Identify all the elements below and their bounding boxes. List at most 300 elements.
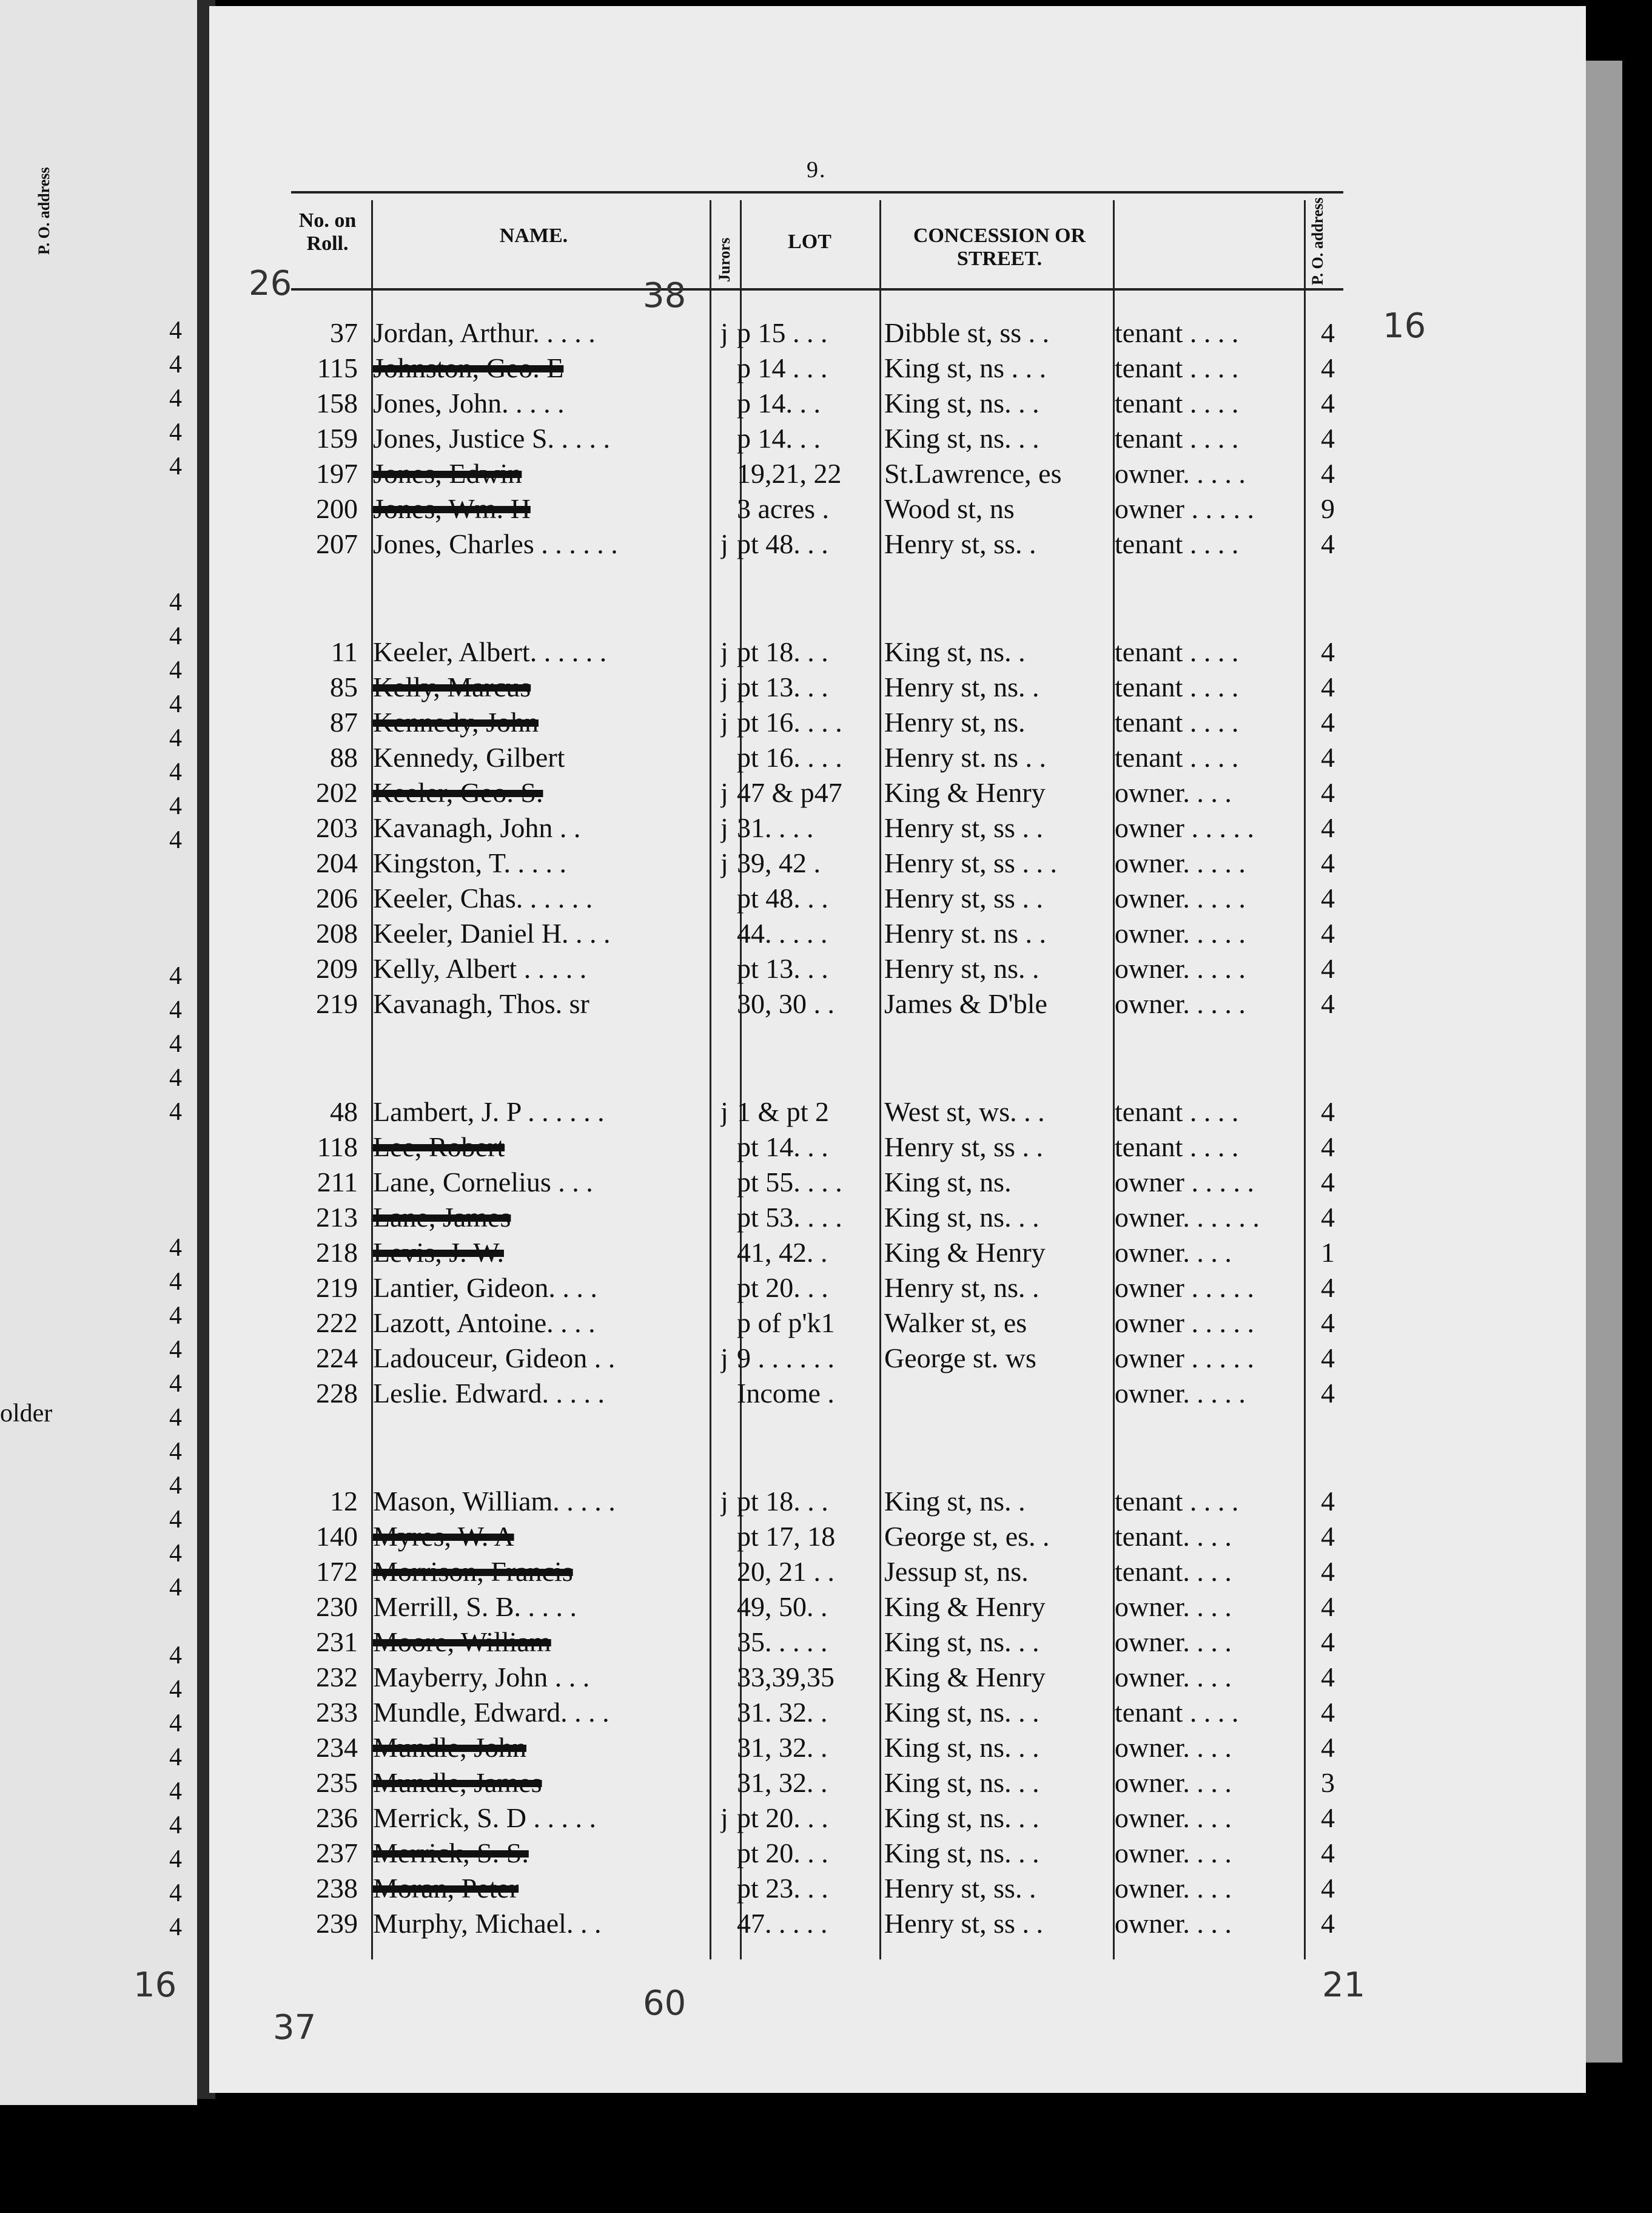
concession-cell: Henry st, ss . . <box>884 812 1043 843</box>
status-cell: owner. . . . <box>1115 1732 1232 1763</box>
po-address-cell: 4 <box>1321 1556 1335 1587</box>
lot-cell: p 14. . . <box>737 388 821 419</box>
po-address-cell: 4 <box>1321 1662 1335 1693</box>
status-cell: owner . . . . . <box>1115 1342 1254 1373</box>
status-cell: tenant . . . . <box>1115 742 1239 773</box>
roll-number-cell: 219 <box>316 988 358 1019</box>
table-row <box>0 1305 1395 1341</box>
concession-cell: King & Henry <box>884 1662 1046 1693</box>
status-cell: tenant . . . . <box>1115 388 1239 419</box>
po-address-cell: 4 <box>1321 1378 1335 1409</box>
name-cell: Mundle, Edward. . . . <box>373 1697 609 1728</box>
roll-number-cell: 233 <box>316 1697 358 1728</box>
table-row <box>0 881 1395 916</box>
po-address-cell: 4 <box>1321 1342 1335 1373</box>
table-row <box>0 491 1395 527</box>
status-cell: tenant . . . . <box>1115 1486 1239 1517</box>
table-row <box>0 670 1395 705</box>
lot-cell: 19,21, 22 <box>737 458 842 489</box>
name-cell: Jones, Charles . . . . . . <box>373 528 618 559</box>
lot-cell: 47 & p47 <box>737 777 842 808</box>
table-row <box>0 1484 1395 1519</box>
concession-cell: King st, ns. . . <box>884 1837 1039 1868</box>
concession-cell: King st, ns. <box>884 1167 1012 1197</box>
left-po-value: 4 <box>169 317 182 345</box>
table-row <box>0 456 1395 491</box>
concession-cell: Wood st, ns <box>884 493 1015 524</box>
roll-number-cell: 88 <box>330 742 358 773</box>
table-row <box>0 1800 1395 1836</box>
status-cell: owner. . . . <box>1115 777 1232 808</box>
concession-cell: Jessup st, ns. <box>884 1556 1029 1587</box>
name-cell: Mayberry, John . . . <box>373 1662 590 1693</box>
status-cell: tenant . . . . <box>1115 528 1239 559</box>
left-po-value: 4 <box>169 588 182 616</box>
name-cell: Jordan, Arthur. . . . . <box>373 317 596 348</box>
po-address-cell: 4 <box>1321 1486 1335 1517</box>
header-bottom-rule <box>291 288 1343 291</box>
po-address-cell: 4 <box>1321 1591 1335 1622</box>
lot-cell: 20, 21 . . <box>737 1556 834 1587</box>
status-cell: owner. . . . . <box>1115 458 1246 489</box>
table-row <box>0 1519 1395 1554</box>
roll-number-cell: 159 <box>316 423 358 454</box>
roll-number-cell: 231 <box>316 1626 358 1657</box>
left-po-value: 4 <box>169 1370 182 1398</box>
status-cell: owner. . . . <box>1115 1626 1232 1657</box>
po-address-cell: 4 <box>1321 1802 1335 1833</box>
concession-cell: King & Henry <box>884 1591 1046 1622</box>
lot-cell: Income . <box>737 1378 834 1409</box>
lot-cell: pt 16. . . . <box>737 707 842 738</box>
jurors-cell: j <box>720 528 728 559</box>
status-cell: owner . . . . . <box>1115 1272 1254 1303</box>
concession-cell: King & Henry <box>884 1237 1046 1268</box>
name-cell: Ladouceur, Gideon . . <box>373 1342 616 1373</box>
left-po-value: 4 <box>169 1811 182 1839</box>
po-address-cell: 4 <box>1321 528 1335 559</box>
po-address-cell: 4 <box>1321 636 1335 667</box>
name-cell: Lazott, Antoine. . . . <box>373 1307 596 1338</box>
roll-number-cell: 239 <box>316 1908 358 1939</box>
table-row <box>0 1554 1395 1589</box>
status-cell: tenant . . . . <box>1115 707 1239 738</box>
concession-cell: Henry st. ns . . <box>884 742 1047 773</box>
jurors-cell: j <box>720 1342 728 1373</box>
status-cell: owner . . . . . <box>1115 1307 1254 1338</box>
concession-cell: Henry st, ss. . <box>884 528 1036 559</box>
table-row <box>0 1625 1395 1660</box>
handwritten-mark: 26 <box>249 264 292 303</box>
table-row <box>0 1906 1395 1941</box>
lot-cell: 31. . . . <box>737 812 814 843</box>
name-cell: Leslie. Edward. . . . . <box>373 1378 605 1409</box>
concession-cell: King st, ns. . . <box>884 1802 1039 1833</box>
header-top-rule <box>291 191 1343 194</box>
table-row <box>0 986 1395 1022</box>
concession-cell: Henry st. ns . . <box>884 918 1047 949</box>
status-cell: owner . . . . . <box>1115 1167 1254 1197</box>
left-po-value: 4 <box>169 351 182 379</box>
status-cell: tenant . . . . <box>1115 423 1239 454</box>
left-po-value: 4 <box>169 1438 182 1466</box>
table-row <box>0 1660 1395 1695</box>
status-cell: owner. . . . <box>1115 1802 1232 1833</box>
page-edge <box>1586 61 1622 2063</box>
po-address-cell: 4 <box>1321 423 1335 454</box>
name-cell: Lambert, J. P . . . . . . <box>373 1096 605 1127</box>
roll-number-cell: 230 <box>316 1591 358 1622</box>
status-cell: owner. . . . <box>1115 1662 1232 1693</box>
status-cell: owner. . . . <box>1115 1837 1232 1868</box>
po-address-cell: 4 <box>1321 1272 1335 1303</box>
roll-number-cell: 87 <box>330 707 358 738</box>
lot-cell: 31. 32. . <box>737 1697 828 1728</box>
po-address-cell: 4 <box>1321 1131 1335 1162</box>
name-cell: Keeler, Albert. . . . . . <box>373 636 607 667</box>
left-po-value: 4 <box>169 1472 182 1500</box>
lot-cell: pt 53. . . . <box>737 1202 842 1233</box>
concession-cell: King st, ns. . . <box>884 423 1039 454</box>
roll-number-cell: 11 <box>331 636 358 667</box>
lot-cell: 1 & pt 2 <box>737 1096 830 1127</box>
concession-cell: George st, es. . <box>884 1521 1050 1552</box>
handwritten-mark: 16 <box>133 1965 177 2005</box>
po-address-cell: 4 <box>1321 1697 1335 1728</box>
status-cell: owner. . . . . <box>1115 918 1246 949</box>
status-cell: tenant . . . . <box>1115 1096 1239 1127</box>
po-address-cell: 4 <box>1321 317 1335 348</box>
jurors-cell: j <box>720 317 728 348</box>
po-address-cell: 4 <box>1321 1167 1335 1197</box>
table-row <box>0 846 1395 881</box>
concession-cell: King st, ns . . . <box>884 352 1047 383</box>
table-row <box>0 386 1395 421</box>
table-row <box>0 1130 1395 1165</box>
table-row <box>0 1695 1395 1730</box>
roll-number-cell: 115 <box>317 352 358 383</box>
jurors-cell: j <box>720 812 728 843</box>
name-cell: Lane, James <box>373 1202 511 1233</box>
po-address-cell: 4 <box>1321 707 1335 738</box>
roll-number-cell: 206 <box>316 883 358 914</box>
left-po-value: 4 <box>169 1676 182 1703</box>
roll-number-cell: 219 <box>316 1272 358 1303</box>
concession-cell: King st, ns. . . <box>884 1697 1039 1728</box>
po-address-cell: 4 <box>1321 1837 1335 1868</box>
name-cell: Jones, Wm. H <box>373 493 531 524</box>
table-row <box>0 951 1395 986</box>
roll-number-cell: 197 <box>316 458 358 489</box>
lot-cell: 3 acres . <box>737 493 829 524</box>
left-po-value: 4 <box>169 1709 182 1737</box>
roll-number-cell: 158 <box>316 388 358 419</box>
po-address-cell: 9 <box>1321 493 1335 524</box>
po-address-cell: 4 <box>1321 352 1335 383</box>
lot-cell: pt 48. . . <box>737 883 828 914</box>
lot-cell: pt 13. . . <box>737 672 828 702</box>
table-row <box>0 705 1395 740</box>
left-po-address-header: P. O. address <box>35 167 53 255</box>
concession-cell: King st, ns. . . <box>884 388 1039 419</box>
left-po-value: 4 <box>169 1030 182 1058</box>
roll-number-cell: 118 <box>317 1131 358 1162</box>
left-po-value: 4 <box>169 1845 182 1873</box>
concession-cell: Henry st, ns. <box>884 707 1026 738</box>
name-cell: Johnston, Geo. E <box>373 352 564 383</box>
lot-cell: 47. . . . . <box>737 1908 828 1939</box>
status-cell: owner. . . . <box>1115 1767 1232 1798</box>
po-address-cell: 3 <box>1321 1767 1335 1798</box>
header-concession: CONCESSION OR STREET. <box>913 224 1086 270</box>
lot-cell: pt 48. . . <box>737 528 828 559</box>
jurors-cell: j <box>720 707 728 738</box>
status-cell: owner. . . . . <box>1115 953 1246 984</box>
header-lot: LOT <box>788 231 831 253</box>
name-cell: Merrick, S. S. <box>373 1837 529 1868</box>
concession-cell: St.Lawrence, es <box>884 458 1062 489</box>
roll-number-cell: 172 <box>316 1556 358 1587</box>
lot-cell: pt 20. . . <box>737 1837 828 1868</box>
table-row <box>0 1871 1395 1906</box>
po-address-cell: 4 <box>1321 672 1335 702</box>
concession-cell: Henry st, ss . . <box>884 1908 1043 1939</box>
concession-cell: Henry st, ss . . <box>884 1131 1043 1162</box>
roll-number-cell: 234 <box>316 1732 358 1763</box>
left-po-value: 4 <box>169 1404 182 1432</box>
status-cell: tenant . . . . <box>1115 317 1239 348</box>
status-cell: owner. . . . . <box>1115 847 1246 878</box>
lot-cell: 41, 42. . <box>737 1237 828 1268</box>
left-po-value: 4 <box>169 622 182 650</box>
lot-cell: 39, 42 . <box>737 847 821 878</box>
concession-cell: Henry st, ss . . <box>884 883 1043 914</box>
roll-number-cell: 140 <box>316 1521 358 1552</box>
po-address-cell: 4 <box>1321 918 1335 949</box>
concession-cell: Henry st, ns. . <box>884 1272 1039 1303</box>
name-cell: Myres, W. A <box>373 1521 514 1552</box>
roll-number-cell: 236 <box>316 1802 358 1833</box>
jurors-cell: j <box>720 1486 728 1517</box>
roll-number-cell: 238 <box>316 1873 358 1904</box>
table-row <box>0 1235 1395 1270</box>
lot-cell: pt 14. . . <box>737 1131 828 1162</box>
roll-number-cell: 207 <box>316 528 358 559</box>
name-cell: Keeler, Daniel H. . . . <box>373 918 611 949</box>
status-cell: owner. . . . <box>1115 1237 1232 1268</box>
left-po-value: 4 <box>169 1098 182 1126</box>
lot-cell: p 14. . . <box>737 423 821 454</box>
name-cell: Mundle, John <box>373 1732 526 1763</box>
concession-cell: King st, ns. . . <box>884 1767 1039 1798</box>
handwritten-mark: 16 <box>1383 306 1426 346</box>
left-po-value: 4 <box>169 792 182 820</box>
left-po-value: 4 <box>169 385 182 413</box>
roll-number-cell: 48 <box>330 1096 358 1127</box>
roll-number-cell: 85 <box>330 672 358 702</box>
roll-number-cell: 209 <box>316 953 358 984</box>
po-address-cell: 4 <box>1321 1307 1335 1338</box>
table-row <box>0 1730 1395 1765</box>
roll-number-cell: 208 <box>316 918 358 949</box>
name-cell: Kavanagh, Thos. sr <box>373 988 589 1019</box>
handwritten-mark: 38 <box>643 276 687 315</box>
left-po-value: 4 <box>169 1913 182 1941</box>
po-address-cell: 4 <box>1321 847 1335 878</box>
po-address-cell: 4 <box>1321 883 1335 914</box>
lot-cell: p 15 . . . <box>737 317 828 348</box>
status-cell: owner. . . . . <box>1115 883 1246 914</box>
po-address-cell: 4 <box>1321 988 1335 1019</box>
name-cell: Kennedy, Gilbert <box>373 742 565 773</box>
status-cell: owner . . . . . <box>1115 493 1254 524</box>
name-cell: Kavanagh, John . . <box>373 812 581 843</box>
left-po-value: 4 <box>169 758 182 786</box>
name-cell: Merrick, S. D . . . . . <box>373 1802 596 1833</box>
status-cell: owner. . . . . <box>1115 1378 1246 1409</box>
po-address-cell: 4 <box>1321 458 1335 489</box>
concession-cell: Dibble st, ss . . <box>884 317 1050 348</box>
left-po-value: 4 <box>169 1336 182 1364</box>
po-address-cell: 4 <box>1321 1521 1335 1552</box>
lot-cell: pt 23. . . <box>737 1873 828 1904</box>
left-po-value: 4 <box>169 1540 182 1568</box>
handwritten-mark: 60 <box>643 1984 687 2023</box>
roll-number-cell: 202 <box>316 777 358 808</box>
roll-number-cell: 224 <box>316 1342 358 1373</box>
roll-number-cell: 37 <box>330 317 358 348</box>
table-row <box>0 1376 1395 1411</box>
lot-cell: pt 13. . . <box>737 953 828 984</box>
left-po-value: 4 <box>169 724 182 752</box>
lot-cell: 31, 32. . <box>737 1767 828 1798</box>
lot-cell: p 14 . . . <box>737 352 828 383</box>
header-name: NAME. <box>499 224 568 247</box>
name-cell: Lantier, Gideon. . . . <box>373 1272 597 1303</box>
name-cell: Lee, Robert <box>373 1131 505 1162</box>
roll-number-cell: 204 <box>316 847 358 878</box>
roll-number-cell: 218 <box>316 1237 358 1268</box>
left-fragment: older <box>0 1400 53 1427</box>
lot-cell: 33,39,35 <box>737 1662 834 1693</box>
name-cell: Murphy, Michael. . . <box>373 1908 602 1939</box>
concession-cell: King st, ns. . <box>884 636 1026 667</box>
jurors-cell: j <box>720 1096 728 1127</box>
name-cell: Keeler, Chas. . . . . . <box>373 883 593 914</box>
lot-cell: pt 20. . . <box>737 1272 828 1303</box>
page-number: 9. <box>807 157 827 183</box>
left-po-value: 4 <box>169 1234 182 1262</box>
po-address-cell: 4 <box>1321 1732 1335 1763</box>
roll-number-cell: 235 <box>316 1767 358 1798</box>
lot-cell: pt 20. . . <box>737 1802 828 1833</box>
table-row <box>0 916 1395 951</box>
status-cell: owner. . . . . <box>1115 988 1246 1019</box>
table-row <box>0 810 1395 846</box>
roll-number-cell: 200 <box>316 493 358 524</box>
left-po-value: 4 <box>169 962 182 990</box>
po-address-cell: 4 <box>1321 1908 1335 1939</box>
left-po-value: 4 <box>169 1642 182 1669</box>
po-address-cell: 1 <box>1321 1237 1335 1268</box>
left-po-value: 4 <box>169 996 182 1024</box>
name-cell: Merrill, S. B. . . . . <box>373 1591 577 1622</box>
name-cell: Lane, Cornelius . . . <box>373 1167 593 1197</box>
table-row <box>0 1836 1395 1871</box>
left-po-value: 4 <box>169 1879 182 1907</box>
po-address-cell: 4 <box>1321 742 1335 773</box>
po-address-cell: 4 <box>1321 953 1335 984</box>
name-cell: Jones, Edwin <box>373 458 522 489</box>
header-jurors: Jurors <box>716 237 733 282</box>
lot-cell: 30, 30 . . <box>737 988 834 1019</box>
table-row <box>0 1094 1395 1130</box>
po-address-cell: 4 <box>1321 1202 1335 1233</box>
status-cell: tenant . . . . <box>1115 672 1239 702</box>
jurors-cell: j <box>720 777 728 808</box>
name-cell: Mundle, James <box>373 1767 542 1798</box>
left-po-value: 4 <box>169 826 182 854</box>
name-cell: Keeler, Geo. S. <box>373 777 543 808</box>
status-cell: tenant. . . . <box>1115 1556 1232 1587</box>
table-row <box>0 527 1395 562</box>
concession-cell: George st. ws <box>884 1342 1036 1373</box>
header-po-address: P. O. address <box>1309 197 1326 285</box>
name-cell: Kelly, Albert . . . . . <box>373 953 587 984</box>
po-address-cell: 4 <box>1321 1096 1335 1127</box>
lot-cell: 31, 32. . <box>737 1732 828 1763</box>
table-row <box>0 1589 1395 1625</box>
name-cell: Kelly, Marcus <box>373 672 531 702</box>
name-cell: Mason, William. . . . . <box>373 1486 616 1517</box>
status-cell: owner . . . . . <box>1115 812 1254 843</box>
po-address-cell: 4 <box>1321 777 1335 808</box>
status-cell: owner. . . . <box>1115 1591 1232 1622</box>
table-row <box>0 635 1395 670</box>
handwritten-mark: 37 <box>273 2008 317 2047</box>
lot-cell: 35. . . . . <box>737 1626 828 1657</box>
table-row <box>0 1270 1395 1305</box>
name-cell: Moore, William <box>373 1626 551 1657</box>
left-po-value: 4 <box>169 1506 182 1534</box>
table-row <box>0 740 1395 775</box>
roll-number-cell: 232 <box>316 1662 358 1693</box>
table-row <box>0 1165 1395 1200</box>
concession-cell: Henry st, ns. . <box>884 953 1039 984</box>
po-address-cell: 4 <box>1321 1626 1335 1657</box>
jurors-cell: j <box>720 636 728 667</box>
table-row <box>0 351 1395 386</box>
name-cell: Moran, Peter <box>373 1873 519 1904</box>
roll-number-cell: 222 <box>316 1307 358 1338</box>
lot-cell: pt 16. . . . <box>737 742 842 773</box>
status-cell: tenant. . . . <box>1115 1521 1232 1552</box>
left-po-value: 4 <box>169 1064 182 1092</box>
concession-cell: King st, ns. . . <box>884 1732 1039 1763</box>
status-cell: tenant . . . . <box>1115 352 1239 383</box>
roll-number-cell: 203 <box>316 812 358 843</box>
jurors-cell: j <box>720 847 728 878</box>
left-po-value: 4 <box>169 1574 182 1602</box>
roll-number-cell: 211 <box>317 1167 358 1197</box>
po-address-cell: 4 <box>1321 812 1335 843</box>
table-row <box>0 1341 1395 1376</box>
concession-cell: Henry st, ss. . <box>884 1873 1036 1904</box>
lot-cell: p of p'k1 <box>737 1307 835 1338</box>
lot-cell: pt 18. . . <box>737 636 828 667</box>
concession-cell: King st, ns. . . <box>884 1626 1039 1657</box>
lot-cell: pt 55. . . . <box>737 1167 842 1197</box>
